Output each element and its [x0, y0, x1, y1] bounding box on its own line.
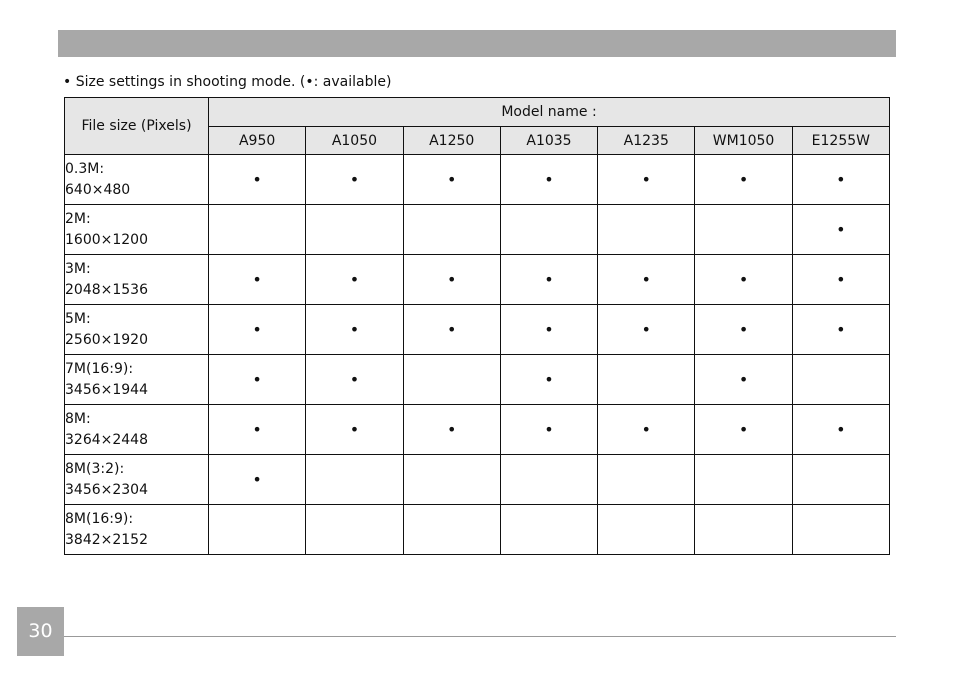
pixel-dimensions: 1600×1200 — [65, 231, 148, 248]
availability-cell — [403, 455, 500, 505]
availability-cell: • — [792, 255, 889, 305]
availability-cell — [306, 455, 403, 505]
availability-cell: • — [500, 255, 597, 305]
table-row — [65, 405, 890, 455]
availability-cell — [306, 505, 403, 555]
availability-cell: • — [209, 155, 306, 205]
page-number: 30 — [17, 607, 64, 656]
size-label: 3M: — [65, 260, 91, 277]
model-name-header: Model name : — [209, 98, 890, 127]
availability-cell: • — [695, 255, 792, 305]
availability-cell: • — [306, 155, 403, 205]
size-label: 8M(16:9): — [65, 510, 134, 527]
file-size-cell — [65, 205, 209, 255]
availability-cell — [500, 455, 597, 505]
file-size-cell — [65, 305, 209, 355]
table-row — [65, 155, 890, 205]
availability-cell: • — [695, 155, 792, 205]
availability-cell: • — [792, 305, 889, 355]
availability-cell: • — [598, 305, 695, 355]
availability-cell: • — [695, 355, 792, 405]
availability-cell: • — [695, 405, 792, 455]
file-size-cell — [65, 255, 209, 305]
availability-cell — [598, 355, 695, 405]
pixel-dimensions: 2560×1920 — [65, 331, 148, 348]
availability-cell — [695, 505, 792, 555]
model-header: E1255W — [792, 127, 889, 155]
file-size-table — [64, 97, 890, 555]
model-header: A1235 — [598, 127, 695, 155]
availability-cell — [598, 505, 695, 555]
availability-cell — [792, 355, 889, 405]
availability-cell: • — [403, 255, 500, 305]
model-header: A1035 — [500, 127, 597, 155]
availability-cell — [792, 505, 889, 555]
availability-cell: • — [695, 305, 792, 355]
availability-cell: • — [500, 355, 597, 405]
availability-cell: • — [209, 305, 306, 355]
pixel-dimensions: 3456×2304 — [65, 481, 148, 498]
file-size-cell — [65, 405, 209, 455]
model-header: A950 — [209, 127, 306, 155]
size-label: 0.3M: — [65, 160, 105, 177]
availability-cell: • — [209, 405, 306, 455]
availability-cell: • — [403, 405, 500, 455]
table-row — [65, 205, 890, 255]
availability-cell — [209, 505, 306, 555]
file-size-header: File size (Pixels) — [65, 98, 209, 155]
availability-cell — [209, 205, 306, 255]
pixel-dimensions: 3842×2152 — [65, 531, 148, 548]
table-row — [65, 355, 890, 405]
availability-cell: • — [500, 155, 597, 205]
availability-cell: • — [598, 155, 695, 205]
availability-cell: • — [792, 155, 889, 205]
availability-cell: • — [500, 405, 597, 455]
table-row — [65, 255, 890, 305]
availability-cell: • — [306, 255, 403, 305]
availability-cell — [792, 455, 889, 505]
size-label: 8M(3:2): — [65, 460, 125, 477]
size-label: 2M: — [65, 210, 91, 227]
availability-cell: • — [306, 355, 403, 405]
pixel-dimensions: 2048×1536 — [65, 281, 148, 298]
table-row — [65, 505, 890, 555]
availability-cell — [403, 205, 500, 255]
availability-cell — [403, 505, 500, 555]
availability-cell — [598, 205, 695, 255]
availability-cell — [500, 205, 597, 255]
availability-cell: • — [403, 155, 500, 205]
size-label: 7M(16:9): — [65, 360, 134, 377]
availability-cell — [695, 205, 792, 255]
file-size-cell — [65, 455, 209, 505]
table-row — [65, 305, 890, 355]
availability-cell: • — [209, 355, 306, 405]
availability-cell: • — [598, 255, 695, 305]
footer-rule — [64, 636, 896, 637]
size-label: 8M: — [65, 410, 91, 427]
availability-cell: • — [306, 305, 403, 355]
availability-cell — [598, 455, 695, 505]
availability-cell: • — [792, 205, 889, 255]
availability-cell: • — [500, 305, 597, 355]
model-header: A1250 — [403, 127, 500, 155]
model-header: WM1050 — [695, 127, 792, 155]
availability-cell: • — [306, 405, 403, 455]
file-size-cell — [65, 355, 209, 405]
pixel-dimensions: 3456×1944 — [65, 381, 148, 398]
availability-cell — [403, 355, 500, 405]
model-header: A1050 — [306, 127, 403, 155]
availability-cell: • — [792, 405, 889, 455]
availability-cell: • — [598, 405, 695, 455]
availability-cell: • — [209, 255, 306, 305]
availability-cell — [306, 205, 403, 255]
header-bar — [58, 30, 896, 57]
pixel-dimensions: 640×480 — [65, 181, 131, 198]
availability-cell: • — [209, 455, 306, 505]
size-settings-note: • Size settings in shooting mode. (•: available) — [63, 74, 392, 90]
file-size-cell — [65, 155, 209, 205]
availability-cell — [695, 455, 792, 505]
file-size-cell — [65, 505, 209, 555]
size-label: 5M: — [65, 310, 91, 327]
availability-cell: • — [403, 305, 500, 355]
availability-cell — [500, 505, 597, 555]
pixel-dimensions: 3264×2448 — [65, 431, 148, 448]
table-row — [65, 455, 890, 505]
